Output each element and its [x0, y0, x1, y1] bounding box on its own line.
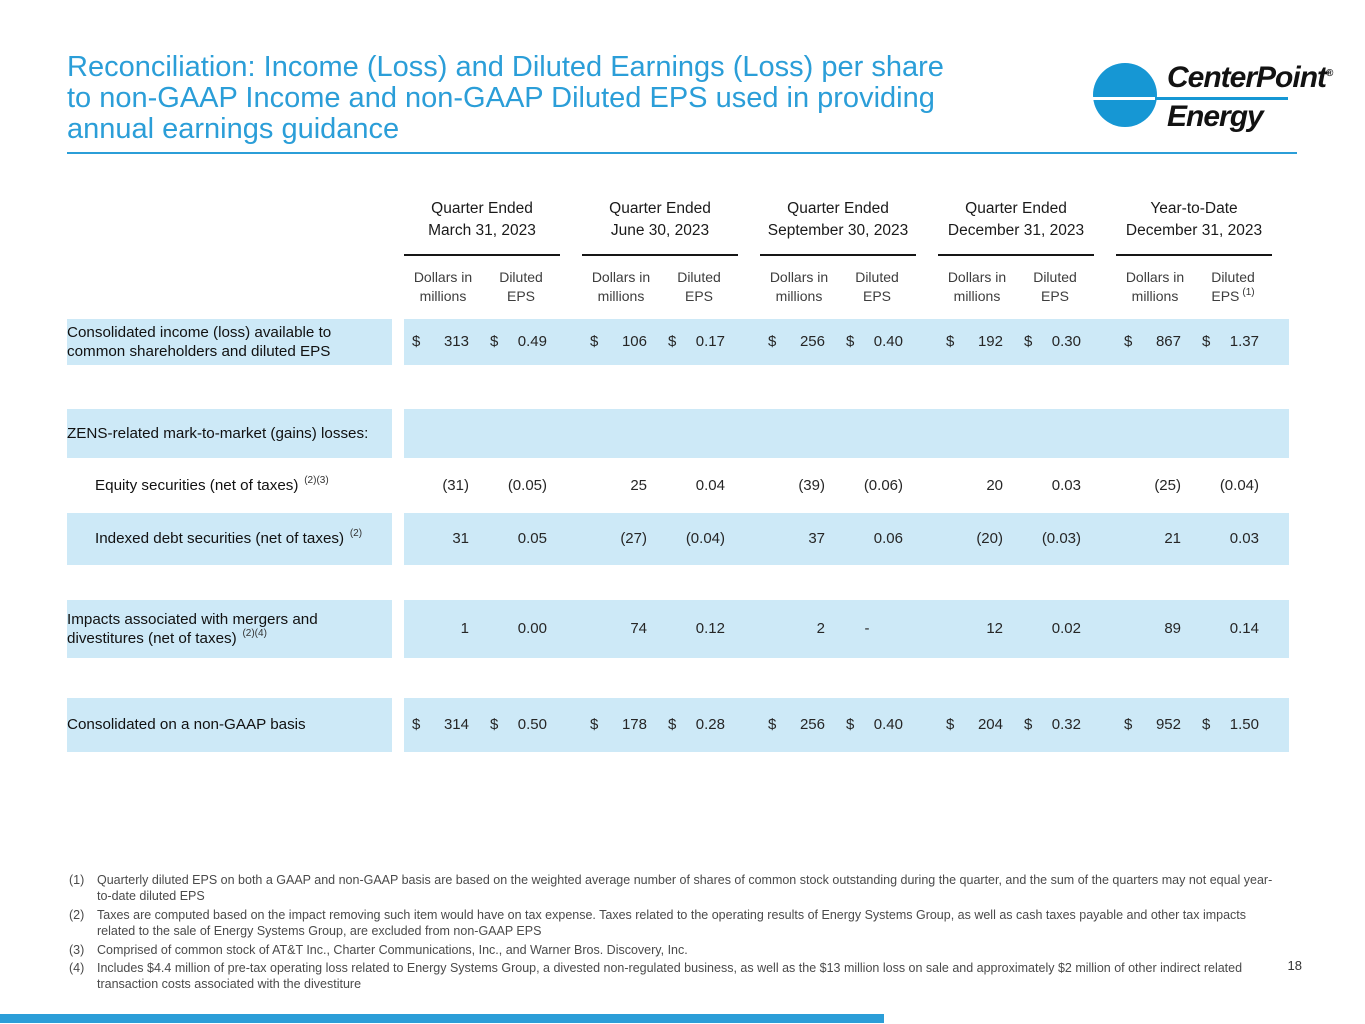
value-group: [938, 600, 1094, 658]
cell-value: 74: [630, 620, 647, 638]
cell-dollars-in-millions: [582, 477, 660, 494]
cell-dollars-in-millions: [938, 620, 1016, 637]
cell-dollars-in-millions: [1116, 530, 1194, 547]
cell-dollars-in-millions: [938, 530, 1016, 547]
footnote-number: (1): [69, 873, 85, 887]
column-gutter: [392, 698, 404, 752]
subheader-group: [404, 268, 560, 304]
cell-value: 0.40: [873, 333, 903, 351]
subheader-diluted-eps: Diluted EPS: [855, 269, 899, 304]
title-line: annual earnings guidance: [67, 113, 400, 145]
footer-accent-bar: [0, 1014, 884, 1023]
footnote-text: Comprised of common stock of AT&T Inc., Charter Communications, Inc., and Warner Bros. Discovery, Inc.: [97, 942, 688, 957]
cell-diluted-eps: [660, 716, 738, 733]
cell-value: 0.03: [1229, 530, 1259, 548]
group-header-line1: Quarter Ended: [787, 200, 889, 217]
logo-text-energy: Energy: [1167, 100, 1263, 133]
value-group: [760, 461, 916, 510]
table-body: [67, 319, 1289, 752]
footnote-text: Taxes are computed based on the impact removing such item would have on tax expense. Taxes related to the operating results of Energy Systems Group, as well as cash taxes payable and other tax impacts related to the sale of Energy Systems Group, are excluded from non-GAAP EPS: [97, 907, 1247, 938]
dollar-sign: $: [590, 333, 599, 351]
subheader-dollars-in-millions: Dollars in millions: [591, 269, 651, 304]
dollar-sign: $: [412, 333, 421, 351]
row-label-text: Consolidated on a non-GAAP basis: [67, 716, 306, 734]
cell-value: 12: [986, 620, 1003, 638]
logo-circle-icon: [1093, 63, 1157, 127]
cell-dollars-in-millions: [582, 716, 660, 733]
row-values: [404, 461, 1289, 510]
value-group: [1116, 513, 1272, 565]
cell-value: 178: [621, 716, 647, 734]
cell-value: 256: [799, 333, 825, 351]
title-line: to non-GAAP Income and non-GAAP Diluted EPS used in providing: [67, 82, 935, 114]
table-row: [67, 513, 1289, 565]
cell-dollars-in-millions: [1116, 333, 1194, 350]
table-header-row: [67, 198, 1289, 256]
cell-dollars-in-millions: [1116, 620, 1194, 637]
cell-value: (25): [1154, 476, 1181, 494]
cell-dollars-in-millions: [760, 620, 838, 637]
subheader-dollars-in-millions: Dollars in millions: [769, 269, 829, 304]
subheader-group: [582, 268, 738, 304]
cell-diluted-eps: [1194, 620, 1272, 637]
cell-value: 0.06: [873, 530, 903, 548]
cell-value: 192: [977, 333, 1003, 351]
centerpoint-energy-logo: [1093, 55, 1334, 145]
dollar-sign: $: [846, 716, 855, 734]
column-group-header: [582, 198, 738, 256]
cell-diluted-eps: [1016, 716, 1094, 733]
cell-diluted-eps: [482, 620, 560, 637]
row-label: [67, 409, 392, 458]
row-label: [67, 319, 392, 365]
value-group: [938, 698, 1094, 752]
cell-value: 21: [1164, 530, 1181, 548]
value-group: [582, 698, 738, 752]
row-label-text: ZENS-related mark-to-market (gains) losses:: [67, 424, 369, 442]
value-group: [1116, 600, 1272, 658]
cell-value: 204: [977, 716, 1003, 734]
column-gutter: [392, 409, 404, 458]
dollar-sign: $: [490, 716, 499, 734]
row-values: [404, 319, 1289, 365]
dollar-sign: $: [1024, 333, 1033, 351]
row-label: [67, 513, 392, 565]
subheader-group: [1116, 268, 1272, 304]
footnote-number: (4): [69, 961, 85, 976]
value-group: [760, 513, 916, 565]
cell-diluted-eps: [1016, 333, 1094, 350]
cell-dollars-in-millions: [582, 530, 660, 547]
row-label-text: Indexed debt securities (net of taxes) $^{(2)}$: [95, 528, 363, 548]
cell-value: (0.03): [1041, 530, 1081, 548]
dollar-sign: $: [946, 716, 955, 734]
dollar-sign: $: [946, 333, 955, 351]
cell-value: (31): [442, 476, 469, 494]
table-row: [67, 461, 1289, 510]
row-label: [67, 698, 392, 752]
cell-diluted-eps: [1016, 530, 1094, 547]
table-row: [67, 698, 1289, 752]
cell-value: 952: [1155, 716, 1181, 734]
value-group: [760, 319, 916, 365]
cell-diluted-eps: [838, 530, 916, 547]
cell-diluted-eps: [482, 333, 560, 350]
cell-value: 0.17: [695, 333, 725, 351]
subheader-dollars-in-millions: Dollars in millions: [947, 269, 1007, 304]
row-values: [404, 600, 1289, 658]
title-line: Reconciliation: Income (Loss) and Diluted Earnings (Loss) per share: [67, 51, 944, 83]
cell-dollars-in-millions: [1116, 716, 1194, 733]
footnote-ref: (2)(3): [301, 474, 329, 486]
cell-value: 1.50: [1229, 716, 1259, 734]
value-group: [404, 461, 560, 510]
cell-value: 0.49: [517, 333, 547, 351]
column-gutter: [392, 461, 404, 510]
group-header-line1: Quarter Ended: [431, 200, 533, 217]
cell-value: 0.30: [1051, 333, 1081, 351]
subheader-group: [938, 268, 1094, 304]
row-label: [67, 461, 392, 510]
table-row: [67, 600, 1289, 658]
column-gutter: [392, 513, 404, 565]
cell-value: (20): [976, 530, 1003, 548]
group-header-line2: December 31, 2023: [1125, 221, 1263, 239]
registered-mark: ®: [1326, 68, 1334, 79]
value-group: [1116, 698, 1272, 752]
cell-value: -: [864, 620, 870, 638]
group-header-line1: Quarter Ended: [965, 200, 1067, 217]
cell-diluted-eps: [1194, 530, 1272, 547]
column-group-header: [760, 198, 916, 256]
cell-value: (39): [798, 476, 825, 494]
column-group-header: [938, 198, 1094, 256]
cell-diluted-eps: [838, 333, 916, 350]
dollar-sign: $: [768, 333, 777, 351]
cell-value: 1.37: [1229, 333, 1259, 351]
row-label-text: Equity securities (net of taxes) $^{(2)(3)}$: [95, 474, 329, 494]
cell-diluted-eps: [838, 716, 916, 733]
cell-value: 256: [799, 716, 825, 734]
group-header-line2: December 31, 2023: [947, 221, 1085, 239]
value-group: [582, 461, 738, 510]
cell-dollars-in-millions: [404, 333, 482, 350]
cell-value: (0.04): [685, 530, 725, 548]
cell-value: 25: [630, 476, 647, 494]
cell-diluted-eps: [1194, 477, 1272, 494]
cell-diluted-eps: [1194, 716, 1272, 733]
reconciliation-table: [67, 198, 1289, 752]
value-group: [404, 600, 560, 658]
value-group: [582, 600, 738, 658]
cell-dollars-in-millions: [404, 620, 482, 637]
cell-value: 0.28: [695, 716, 725, 734]
row-values: [404, 409, 1289, 458]
subheader-diluted-eps: Diluted EPS: [677, 269, 721, 304]
cell-diluted-eps: [1194, 333, 1272, 350]
cell-value: (27): [620, 530, 647, 548]
dollar-sign: $: [768, 716, 777, 734]
subheader-diluted-eps: Diluted EPS: [1033, 269, 1077, 304]
column-group-header: [404, 198, 560, 256]
value-group: [404, 513, 560, 565]
cell-value: (0.05): [507, 476, 547, 494]
row-label-text: Impacts associated with mergers and divestitures (net of taxes) $^{(2)(4)}$: [67, 610, 318, 647]
cell-diluted-eps: [660, 477, 738, 494]
footnote: [69, 961, 1281, 993]
cell-dollars-in-millions: [760, 530, 838, 547]
footnote: [69, 873, 1281, 905]
dollar-sign: $: [1124, 716, 1133, 734]
cell-value: 20: [986, 476, 1003, 494]
cell-diluted-eps: [1016, 477, 1094, 494]
table-row: [67, 409, 1289, 458]
cell-value: 37: [808, 530, 825, 548]
cell-dollars-in-millions: [938, 716, 1016, 733]
value-group: [938, 319, 1094, 365]
cell-value: 0.50: [517, 716, 547, 734]
cell-dollars-in-millions: [1116, 477, 1194, 494]
cell-value: 314: [443, 716, 469, 734]
value-group: [938, 461, 1094, 510]
row-values: [404, 513, 1289, 565]
cell-value: 313: [443, 333, 469, 351]
group-header-line1: Quarter Ended: [609, 200, 711, 217]
dollar-sign: $: [590, 716, 599, 734]
dollar-sign: $: [1202, 333, 1211, 351]
column-gutter: [392, 319, 404, 365]
footnote: [69, 943, 1281, 959]
value-group: [1116, 461, 1272, 510]
cell-value: 1: [460, 620, 469, 638]
cell-dollars-in-millions: [938, 477, 1016, 494]
cell-value: 0.00: [517, 620, 547, 638]
dollar-sign: $: [668, 333, 677, 351]
value-group: [938, 513, 1094, 565]
footnote-number: (3): [69, 942, 85, 957]
group-header-line1: Year-to-Date: [1150, 200, 1238, 217]
cell-dollars-in-millions: [582, 333, 660, 350]
subheader-diluted-eps: Diluted EPS: [499, 269, 543, 304]
cell-diluted-eps: [838, 620, 916, 637]
dollar-sign: $: [846, 333, 855, 351]
cell-dollars-in-millions: [760, 716, 838, 733]
cell-diluted-eps: [482, 530, 560, 547]
cell-diluted-eps: [660, 530, 738, 547]
table-row: [67, 319, 1289, 365]
row-label: [67, 600, 392, 658]
cell-dollars-in-millions: [760, 333, 838, 350]
cell-value: 0.32: [1051, 716, 1081, 734]
value-group: [582, 513, 738, 565]
page-number: 18: [1287, 958, 1302, 973]
subheader-dollars-in-millions: Dollars in millions: [413, 269, 473, 304]
dollar-sign: $: [1202, 716, 1211, 734]
row-values: [404, 698, 1289, 752]
value-group: [1116, 319, 1272, 365]
logo-text-centerpoint: CenterPoint®: [1167, 61, 1334, 94]
cell-dollars-in-millions: [760, 477, 838, 494]
table-subheader-row: [67, 268, 1289, 304]
footnote: [69, 908, 1281, 940]
cell-dollars-in-millions: [404, 477, 482, 494]
cell-value: 106: [621, 333, 647, 351]
cell-diluted-eps: [838, 477, 916, 494]
cell-dollars-in-millions: [582, 620, 660, 637]
footnote-number: (2): [69, 907, 85, 922]
dollar-sign: $: [412, 716, 421, 734]
value-group: [760, 600, 916, 658]
value-group: [404, 698, 560, 752]
cell-diluted-eps: [482, 716, 560, 733]
column-gutter: [392, 600, 404, 658]
cell-dollars-in-millions: [404, 716, 482, 733]
subheader-diluted-eps: Diluted EPS $^{(1)}$: [1211, 269, 1255, 304]
cell-value: 0.12: [695, 620, 725, 638]
cell-diluted-eps: [482, 477, 560, 494]
footnote-ref: (1): [1242, 286, 1255, 298]
value-group: [760, 698, 916, 752]
cell-value: 0.05: [517, 530, 547, 548]
cell-value: 0.04: [695, 476, 725, 494]
cell-diluted-eps: [1016, 620, 1094, 637]
column-group-header: [1116, 198, 1272, 256]
cell-dollars-in-millions: [938, 333, 1016, 350]
cell-value: 0.14: [1229, 620, 1259, 638]
footnote-ref: (2): [347, 528, 363, 540]
subheader-group: [760, 268, 916, 304]
dollar-sign: $: [490, 333, 499, 351]
footnotes: [69, 873, 1281, 996]
footnote-text: Quarterly diluted EPS on both a GAAP and non-GAAP basis are based on the weighted average number of shares of common stock outstanding during the quarter, and the sum of the quarters may not equal year-to-date diluted EPS: [97, 873, 1273, 903]
cell-diluted-eps: [660, 620, 738, 637]
cell-diluted-eps: [660, 333, 738, 350]
cell-value: 867: [1155, 333, 1181, 351]
footnote-text: Includes $4.4 million of pre-tax operating loss related to Energy Systems Group, a divested non-regulated business, as well as the $13 million loss on sale and approximately $2 million of other indirect related transaction costs associated with the divestiture: [97, 961, 1243, 992]
cell-value: (0.04): [1219, 476, 1259, 494]
cell-value: 0.03: [1051, 476, 1081, 494]
cell-value: 89: [1164, 620, 1181, 638]
cell-value: (0.06): [863, 476, 903, 494]
group-header-line2: September 30, 2023: [767, 221, 909, 239]
value-group: [582, 319, 738, 365]
row-label-text: Consolidated income (loss) available to common shareholders and diluted EPS: [67, 323, 332, 360]
dollar-sign: $: [668, 716, 677, 734]
cell-value: 0.02: [1051, 620, 1081, 638]
group-header-line2: June 30, 2023: [610, 221, 710, 239]
cell-value: 2: [816, 620, 825, 638]
cell-dollars-in-millions: [404, 530, 482, 547]
slide-title: [67, 52, 1117, 145]
group-header-line2: March 31, 2023: [428, 221, 536, 239]
logo-stripe: [1093, 97, 1157, 100]
subheader-dollars-in-millions: Dollars in millions: [1125, 269, 1185, 304]
cell-value: 0.40: [873, 716, 903, 734]
value-group: [404, 319, 560, 365]
footnote-ref: (2)(4): [239, 627, 267, 639]
title-underline: [67, 152, 1297, 154]
dollar-sign: $: [1024, 716, 1033, 734]
dollar-sign: $: [1124, 333, 1133, 351]
cell-value: 31: [452, 530, 469, 548]
